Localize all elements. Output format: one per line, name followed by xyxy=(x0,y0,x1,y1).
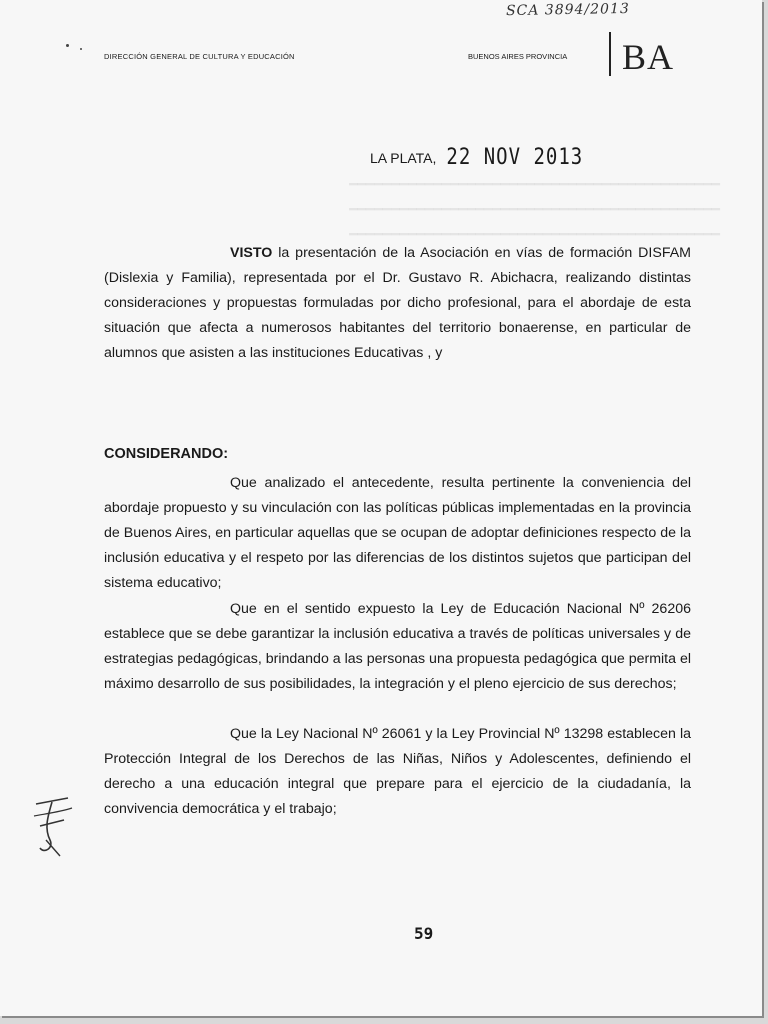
speck-dot xyxy=(66,44,69,47)
ba-logo: BA xyxy=(622,37,675,77)
header-province: BUENOS AIRES PROVINCIA xyxy=(468,52,568,61)
place-label: LA PLATA, xyxy=(370,150,437,166)
visto-keyword: VISTO xyxy=(230,245,273,261)
considerando-paragraph: Que la Ley Nacional Nº 26061 y la Ley Provincial Nº 13298 establecen la Protección Integral de los Derechos de las Niñas, Niños y Adolescentes, definiendo el derecho a una educación integral que prepare para el ejercicio de la ciudadanía, la convivencia democrática y el trabajo; xyxy=(104,726,691,817)
visto-paragraph xyxy=(104,241,691,366)
header-divider xyxy=(609,32,611,76)
considerando-heading: CONSIDERANDO: xyxy=(104,446,229,462)
handwritten-reference-note: SCA 3894/2013 xyxy=(505,0,630,20)
speck-dot xyxy=(80,48,82,50)
considerando-paragraph: Que en el sentido expuesto la Ley de Educación Nacional Nº 26206 establece que se debe garantizar la inclusión educativa a través de políticas universales y de estrategias pedagógicas, brindando a las personas una propuesta pedagógica que permita el máximo desarrollo de sus posibilidades, la integración y el pleno ejercicio de sus derechos; xyxy=(104,601,691,692)
header-institution: DIRECCIÓN GENERAL DE CULTURA Y EDUCACIÓN xyxy=(104,52,295,61)
page-number: 59 xyxy=(414,924,434,943)
considerando-paragraph: Que analizado el antecedente, resulta pertinente la conveniencia del abordaje propuesto y su vinculación con las políticas públicas implementadas en la provincia de Buenos Aires, en particular aquellas que se ocupan de adoptar definiciones respecto de la inclusión educativa y el respeto por las diferencias de los distintos sujetos que participan del sistema educativo; xyxy=(104,475,691,591)
date-stamp: 22 NOV 2013 xyxy=(446,144,584,170)
handwritten-initials-signature xyxy=(30,790,76,860)
visto-text: la presentación de la Asociación en vías de formación DISFAM (Dislexia y Familia), representada por el Dr. Gustavo R. Abichacra, realizando distintas consideraciones y propuestas formuladas por dicho profesional, para el abordaje de esta situación que afecta a numerosos habitantes del territorio bonaerense, en particular de alumnos que asisten a las instituciones Educativas , y xyxy=(104,245,691,361)
reverse-side-bleed-through: ━━━━━━━━━━━━━━━━━━━━━━━━━━━━━━━━━━━━━━━━━━━━ ━━━━━━━━━━━━━━━━━━━━━━━━━━━━━━━━━━━━━━━━━━━━ ━━━━━━━━━━━━━━━━━━━━━━━━━━━━━━━━━━━━━━━━━━━━ xyxy=(349,176,720,242)
place-and-date xyxy=(370,146,583,168)
